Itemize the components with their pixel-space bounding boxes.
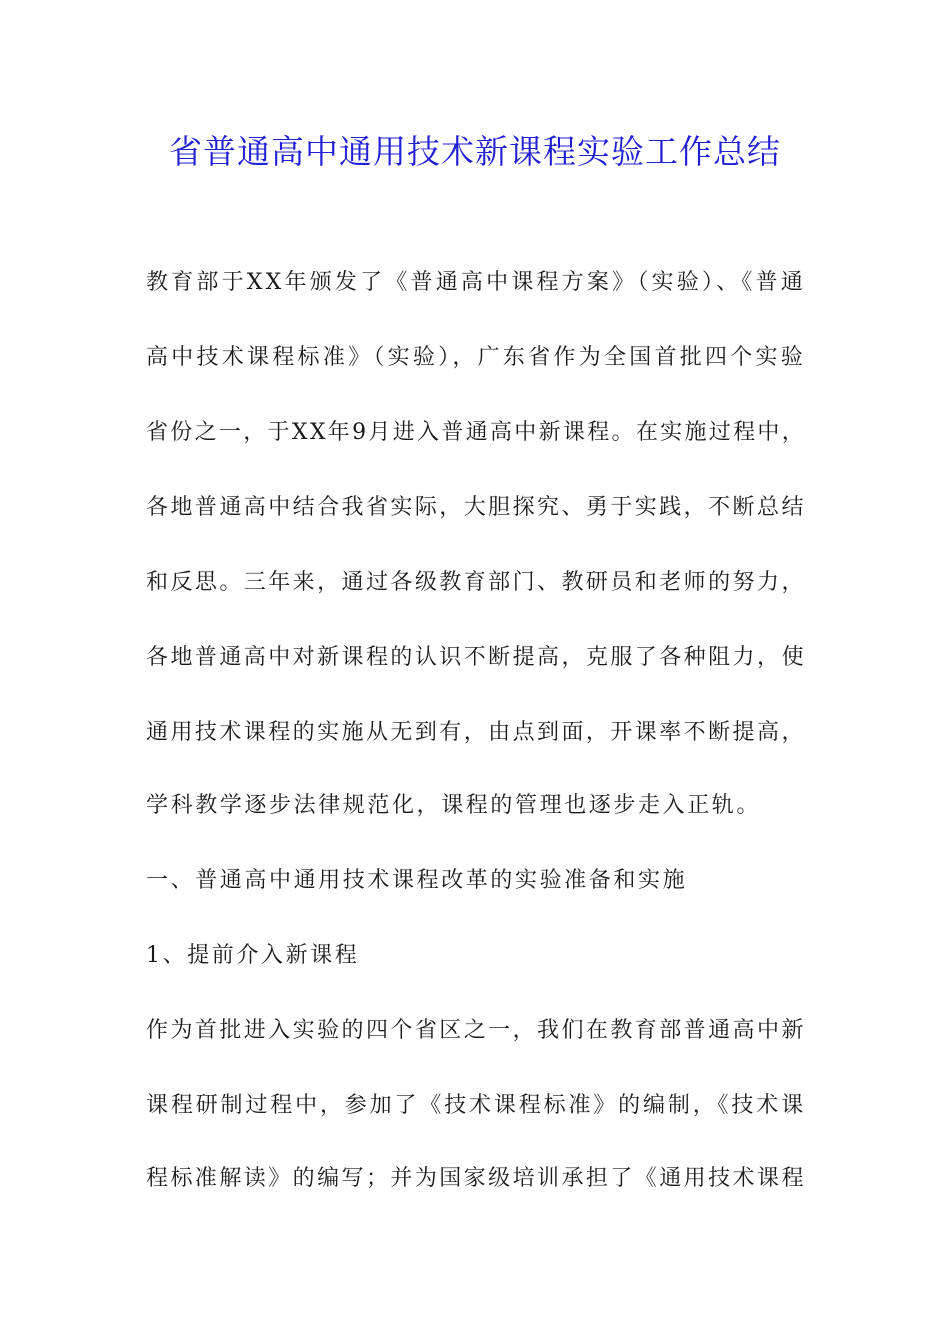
body-line: 课程研制过程中，参加了《技术课程标准》的编制，《技术课 xyxy=(146,1093,806,1118)
body-line: 学科教学逐步法律规范化，课程的管理也逐步走入正轨。 xyxy=(146,793,762,818)
body-line: 各地普通高中结合我省实际，大胆探究、勇于实践，不断总结 xyxy=(146,495,806,520)
body-line: 通用技术课程的实施从无到有，由点到面，开课率不断提高， xyxy=(146,720,806,745)
body-line: 教育部于XX年颁发了《普通高中课程方案》（实验）、《普通 xyxy=(146,270,806,295)
document-title: 省普通高中通用技术新课程实验工作总结 xyxy=(169,132,781,171)
body-line: 各地普通高中对新课程的认识不断提高，克服了各种阻力，使 xyxy=(146,645,806,670)
subsection-heading: 1、提前介入新课程 xyxy=(146,943,360,968)
body-line: 省份之一，于XX年9月进入普通高中新课程。在实施过程中， xyxy=(146,420,807,445)
body-line: 程标准解读》的编写；并为国家级培训承担了《通用技术课程 xyxy=(146,1166,806,1191)
body-line: 作为首批进入实验的四个省区之一，我们在教育部普通高中新 xyxy=(146,1018,806,1043)
body-line: 和反思。三年来，通过各级教育部门、教研员和老师的努力， xyxy=(146,570,806,595)
section-heading: 一、普通高中通用技术课程改革的实验准备和实施 xyxy=(146,868,688,893)
body-line: 高中技术课程标准》（实验），广东省作为全国首批四个实验 xyxy=(146,345,807,370)
